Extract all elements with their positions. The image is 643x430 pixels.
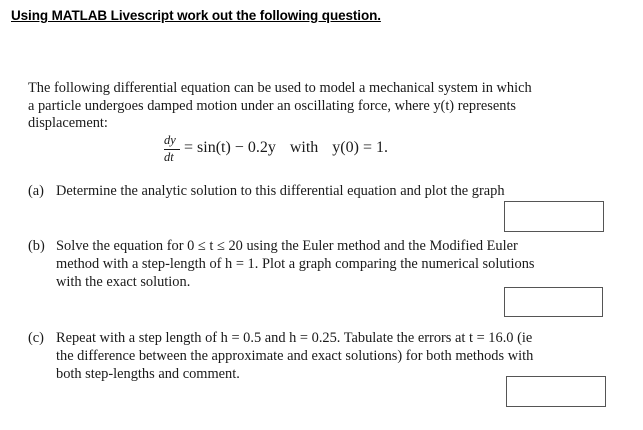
part-line: Determine the analytic solution to this differential equation and plot the graph <box>56 183 505 199</box>
equation-body <box>184 139 388 157</box>
part-line: Solve the equation for 0 ≤ t ≤ 20 using the Euler method and the Modified Euler <box>56 238 518 254</box>
part-text <box>56 182 505 200</box>
part-line: method with a step-length of h = 1. Plot a graph comparing the numerical solutions <box>56 256 535 272</box>
intro-line: The following differential equation can be used to model a mechanical system in which <box>28 80 532 96</box>
part-a <box>28 182 618 202</box>
part-line: with the exact solution. <box>56 274 191 290</box>
part-text <box>56 329 533 383</box>
part-label: (b) <box>28 238 45 254</box>
instruction-heading: Using MATLAB Livescript work out the following question. <box>11 8 381 23</box>
part-label: (c) <box>28 330 44 346</box>
part-line: both step-lengths and comment. <box>56 366 240 382</box>
differential-equation <box>162 134 482 166</box>
answer-box-b[interactable] <box>504 287 603 317</box>
intro-line: a particle undergoes damped motion under an oscillating force, where y(t) represents <box>28 97 517 114</box>
part-line: Repeat with a step length of h = 0.5 and h = 0.25. Tabulate the errors at t = 16.0 (ie <box>56 330 533 346</box>
part-line: the difference between the approximate and exact solutions) for both methods with <box>56 348 534 364</box>
fraction-numerator: dy <box>164 133 176 147</box>
part-label: (a) <box>28 183 44 199</box>
intro-paragraph <box>28 80 608 133</box>
fraction-denominator: dt <box>164 150 174 164</box>
intro-line: displacement: <box>28 115 108 131</box>
equation-rhs: = sin(t) − 0.2y <box>184 139 276 156</box>
answer-box-c[interactable] <box>506 376 606 407</box>
equation-connector: with <box>289 139 319 156</box>
part-text <box>56 237 535 291</box>
answer-box-a[interactable] <box>504 201 604 232</box>
part-b <box>28 237 618 293</box>
initial-condition: y(0) = 1. <box>332 139 388 156</box>
